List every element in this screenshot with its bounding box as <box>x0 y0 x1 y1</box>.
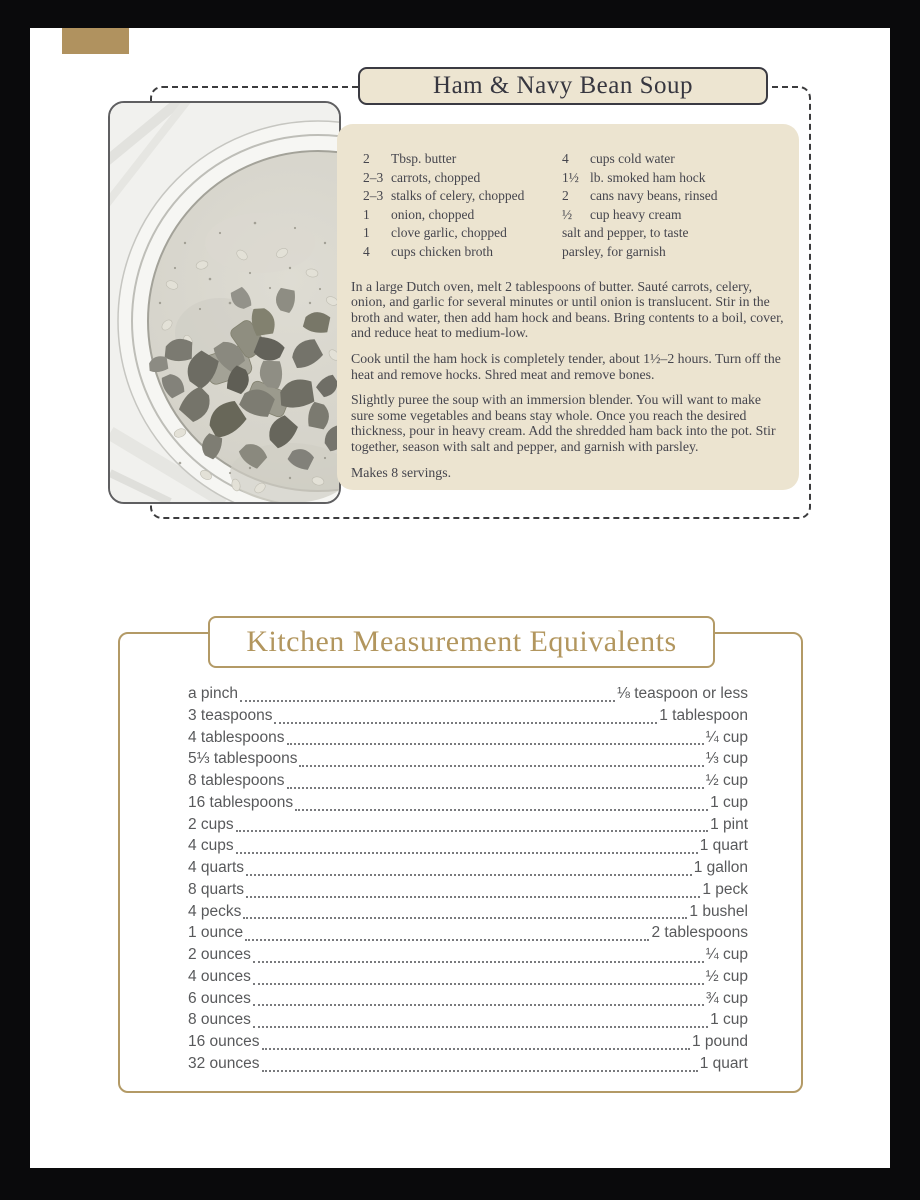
ingredient-row <box>363 243 562 262</box>
equivalent-from: 8 tablespoons <box>188 772 285 789</box>
equivalents-list <box>188 685 748 1077</box>
equivalent-from: 4 quarts <box>188 859 245 876</box>
leader-dots <box>253 1004 704 1006</box>
servings-note: Makes 8 servings. <box>351 464 452 480</box>
equivalent-row <box>188 837 748 859</box>
ingredient-item: clove garlic, chopped <box>391 225 507 241</box>
equivalent-from: 2 ounces <box>188 946 251 963</box>
ingredient-item: carrots, chopped <box>391 169 481 185</box>
equivalent-to: ¼ cup <box>705 946 748 963</box>
ingredient-row <box>562 187 785 206</box>
equivalent-row <box>188 816 748 838</box>
equivalents-title: Kitchen Measurement Equivalents <box>246 625 677 658</box>
ingredient-qty: 2–3 <box>363 169 384 185</box>
equivalent-row <box>188 859 748 881</box>
recipe-title-box <box>358 67 768 105</box>
equivalents-title-box <box>208 616 715 668</box>
ingredient-row <box>562 169 785 188</box>
equivalent-row <box>188 946 748 968</box>
equivalent-from: 4 tablespoons <box>188 728 285 746</box>
equivalent-to: 1 cup <box>710 793 748 811</box>
equivalent-to: 1 pound <box>691 1033 748 1050</box>
equivalent-to: 1 bushel <box>689 902 748 920</box>
equivalent-from: 1 ounce <box>188 924 244 942</box>
equivalent-to: 1 gallon <box>693 859 748 876</box>
leader-dots <box>240 700 615 702</box>
equivalent-row <box>188 1011 748 1033</box>
ingredient-item: cups cold water <box>590 151 675 166</box>
ingredient-qty: ½ <box>562 206 573 222</box>
equivalent-from: 32 ounces <box>188 1054 260 1072</box>
leader-dots <box>262 1048 690 1050</box>
ingredient-item: stalks of celery, chopped <box>391 188 525 204</box>
equivalent-from: 2 cups <box>188 815 234 833</box>
leader-dots <box>245 939 649 941</box>
equivalent-from: a pinch <box>188 685 238 702</box>
ingredient-qty: 2 <box>363 151 370 166</box>
ingredient-row <box>363 150 562 169</box>
ingredient-qty: 2 <box>562 188 569 204</box>
equivalent-row <box>188 685 748 707</box>
equivalent-to: 2 tablespoons <box>651 924 748 942</box>
soup-photo-art <box>110 103 339 502</box>
leader-dots <box>253 1026 708 1028</box>
instructions <box>351 279 785 455</box>
ingredient-row <box>363 187 562 206</box>
equivalent-to: ⅛ teaspoon or less <box>617 685 748 702</box>
ingredient-qty: 1½ <box>562 169 579 185</box>
ingredient-item: cans navy beans, rinsed <box>590 188 718 204</box>
equivalent-to: ¾ cup <box>705 989 748 1007</box>
leader-dots <box>274 722 657 724</box>
equivalent-row <box>188 903 748 925</box>
ingredient-qty: 2–3 <box>363 188 384 204</box>
page <box>30 28 890 1168</box>
leader-dots <box>236 852 698 854</box>
ingredient-qty: 1 <box>363 225 370 241</box>
ingredient-item: cup heavy cream <box>590 206 682 222</box>
leader-dots <box>295 809 708 811</box>
equivalent-row <box>188 990 748 1012</box>
ingredient-row <box>562 206 785 225</box>
equivalent-row <box>188 750 748 772</box>
ingredient-row <box>363 169 562 188</box>
equivalent-from: 16 ounces <box>188 1033 260 1050</box>
equivalent-row <box>188 707 748 729</box>
equivalent-from: 4 ounces <box>188 967 251 985</box>
ingredient-item: cups chicken broth <box>391 243 493 259</box>
ingredient-item: parsley, for garnish <box>562 243 666 259</box>
leader-dots <box>287 743 704 745</box>
soup-photo <box>108 101 341 504</box>
page-corner-tab <box>62 28 129 54</box>
equivalent-from: 6 ounces <box>188 989 251 1007</box>
equivalent-row <box>188 772 748 794</box>
equivalent-to: ¼ cup <box>705 728 748 746</box>
equivalent-to: 1 quart <box>699 837 748 855</box>
equivalent-row <box>188 729 748 751</box>
ingredient-item: lb. smoked ham hock <box>590 169 706 185</box>
leader-dots <box>246 874 692 876</box>
leader-dots <box>246 896 700 898</box>
ingredient-item: salt and pepper, to taste <box>562 225 689 241</box>
leader-dots <box>287 787 704 789</box>
instruction-paragraph: Cook until the ham hock is completely tender, about 1½–2 hours. Turn off the heat and remove hocks. Shred meat and remove bones. <box>351 350 781 382</box>
equivalent-to: ½ cup <box>705 772 748 789</box>
equivalent-row <box>188 881 748 903</box>
ingredients-list <box>363 150 785 262</box>
ingredient-item: Tbsp. butter <box>391 151 457 166</box>
equivalent-to: ½ cup <box>705 967 748 985</box>
recipe-title: Ham & Navy Bean Soup <box>433 72 693 99</box>
leader-dots <box>253 983 704 985</box>
ingredient-qty: 4 <box>363 243 370 259</box>
equivalent-from: 5⅓ tablespoons <box>188 750 298 768</box>
ingredients-col1 <box>363 150 562 262</box>
ingredient-row <box>562 150 785 169</box>
equivalent-from: 16 tablespoons <box>188 793 294 811</box>
recipe-panel <box>337 124 799 490</box>
equivalent-row <box>188 794 748 816</box>
ingredient-qty: 1 <box>363 206 370 222</box>
equivalent-to: 1 peck <box>702 880 748 898</box>
leader-dots <box>243 917 687 919</box>
equivalent-to: 1 tablespoon <box>659 706 748 724</box>
leader-dots <box>262 1070 698 1072</box>
leader-dots <box>299 765 703 767</box>
instruction-paragraph: In a large Dutch oven, melt 2 tablespoons of butter. Sauté carrots, celery, onion, and garlic for several minutes or until onion is translucent. Stir in the broth and water, then add ham hock and beans. Bring contents to a boil, cover, and reduce heat to medium-low. <box>351 278 784 341</box>
equivalent-row <box>188 924 748 946</box>
equivalent-from: 8 quarts <box>188 880 245 898</box>
instruction-paragraph: Slightly puree the soup with an immersion blender. You will want to make sure some vegetables and beans stay whole. Once you reach the desired thickness, pour in heavy cream. Add the shredded ham back into the pot. Stir together, season with salt and pepper, and garnish with parsley. <box>351 392 776 454</box>
equivalent-to: 1 quart <box>699 1054 748 1072</box>
equivalent-row <box>188 1055 748 1077</box>
equivalent-from: 4 pecks <box>188 902 242 920</box>
equivalent-to: ⅓ cup <box>705 750 748 768</box>
leader-dots <box>236 830 708 832</box>
equivalent-from: 3 teaspoons <box>188 706 273 724</box>
equivalent-row <box>188 968 748 990</box>
ingredient-row <box>562 224 785 243</box>
ingredient-item: onion, chopped <box>391 206 475 222</box>
leader-dots <box>253 961 704 963</box>
equivalent-to: 1 cup <box>710 1011 748 1029</box>
equivalent-from: 4 cups <box>188 837 234 855</box>
equivalent-row <box>188 1033 748 1055</box>
ingredients-col2 <box>562 150 785 262</box>
ingredient-row <box>363 206 562 225</box>
ingredient-row <box>562 243 785 262</box>
equivalent-from: 8 ounces <box>188 1011 251 1029</box>
ingredient-qty: 4 <box>562 151 569 166</box>
ingredient-row <box>363 224 562 243</box>
equivalent-to: 1 pint <box>710 815 748 833</box>
